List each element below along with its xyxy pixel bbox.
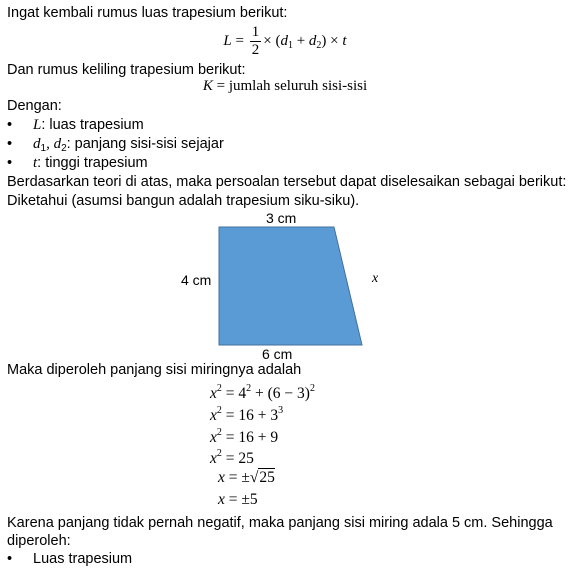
bullet-height: • t: tinggi trapesium <box>7 155 148 171</box>
bullet-area: • L: luas trapesium <box>7 117 144 133</box>
equation-4: $x^2 = 25$ <box>210 448 254 467</box>
with-label: Dengan: <box>7 98 62 114</box>
equation-2: $x^2 = 16 + 3^3$ <box>210 405 284 424</box>
equation-3: $x^2 = 16 + 9$ <box>210 427 279 446</box>
result-intro: Maka diperoleh panjang sisi miringnya adalah <box>7 362 302 378</box>
perimeter-formula: K = jumlah seluruh sisi-sisi <box>202 78 368 94</box>
final-bullet: • Luas trapesium <box>7 551 133 567</box>
bottom-side-label: 6 cm <box>262 346 293 362</box>
left-side-label: 4 cm <box>181 272 212 288</box>
top-side-label: 3 cm <box>266 210 297 226</box>
bullet-parallel-sides: • $d_1$, $d_2$: panjang sisi-sisi sejajar <box>7 136 224 154</box>
theory-line: Berdasarkan teori di atas, maka persoalan tersebut dapat diselesaikan sebagai berikut: <box>7 174 567 190</box>
right-side-label: x <box>372 271 379 286</box>
equation-5: x = ±√25 <box>218 469 275 486</box>
equation-1: $x^2 = 4^2 + (6 - 3)^2$ <box>210 383 315 402</box>
known-line: Diketahui (asumsi bangun adalah trapesium siku-siku). <box>7 193 360 209</box>
trapezoid-shape <box>219 227 362 345</box>
conclusion-line-2: diperoleh: <box>7 533 71 549</box>
equation-6: x = ±5 <box>218 491 258 508</box>
intro-text: Ingat kembali rumus luas trapesium berikut: <box>7 5 288 21</box>
area-formula: L = $\frac{1}{2}$ × $(d_1 + d_2) \times t$ <box>223 24 347 58</box>
conclusion-line-1: Karena panjang tidak pernah negatif, maka panjang sisi miring adala 5 cm. Sehingga <box>7 515 553 531</box>
perimeter-intro: Dan rumus keliling trapesium berikut: <box>7 62 246 78</box>
